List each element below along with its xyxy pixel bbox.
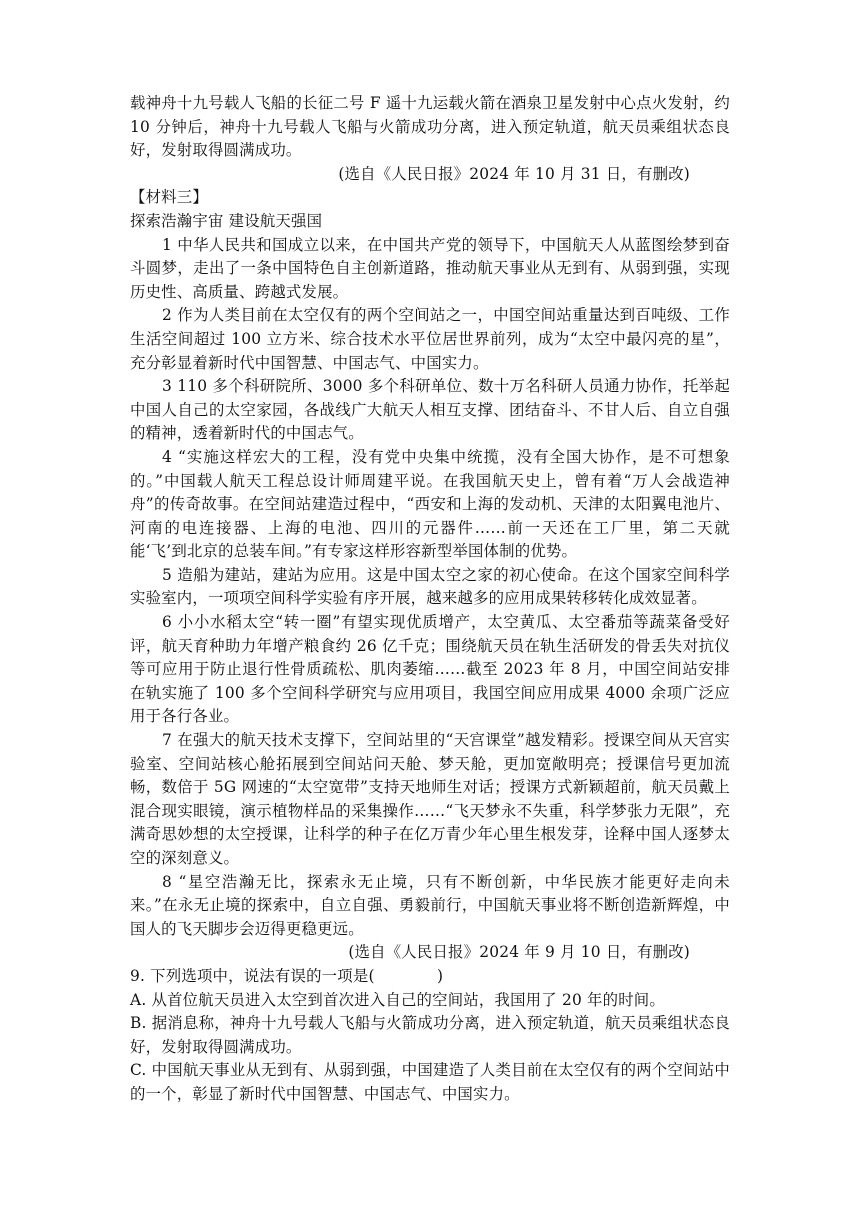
document-body [130, 92, 730, 1107]
source-citation-1: (选自《人民日报》2024 年 10 月 31 日，有删改) [338, 164, 690, 183]
option-a: A. 从首位航天员进入太空到首次进入自己的空间站，我国用了 20 年的时间。 [130, 990, 665, 1009]
intro-paragraph: 载神舟十九号载人飞船的长征二号 F 遥十九运载火箭在酒泉卫星发射中心点火发射，约 10 分钟后，神舟十九号载人飞船与火箭成功分离，进入预定轨道，航天员乘组状态良好，发射取得圆满成功。 [130, 94, 730, 160]
paragraph-3: 3 110 多个科研院所、3000 多个科研单位、数十万名科研人员通力协作，托举起中国人自己的太空家园，各战线广大航天人相互支撑、团结奋斗、不甘人后、自立自强的精神，透着新时代的中国志气。 [130, 377, 730, 443]
paragraph-4: 4 “实施这样宏大的工程，没有党中央集中统揽，没有全国大协作，是不可想象的。”中国载人航天工程总设计师周建平说。在我国航天史上，曾有着“万人会战造神舟”的传奇故事。在空间站建造过程中，“西安和上海的发动机、天津的太阳翼电池片、河南的电连接器、上海的电池、四川的元器件……前一天还在工厂里，第二天就能‘飞’到北京的总装车间。”有专家这样形容新型举国体制的优势。 [130, 447, 730, 561]
source-citation-2: (选自《人民日报》2024 年 9 月 10 日，有删改) [348, 943, 690, 962]
option-b: B. 据消息称，神舟十九号载人飞船与火箭成功分离，进入预定轨道，航天员乘组状态良好，发射取得圆满成功。 [130, 1014, 730, 1056]
material-label: 【材料三】 [130, 188, 208, 207]
paragraph-1: 1 中华人民共和国成立以来，在中国共产党的领导下，中国航天人从蓝图绘梦到奋斗圆梦，走出了一条中国特色自主创新道路，推动航天事业从无到有、从弱到强，实现历史性、高质量、跨越式发展。 [130, 235, 730, 301]
paragraph-7: 7 在强大的航天技术支撑下，空间站里的“天宫课堂”越发精彩。授课空间从天宫实验室、空间站核心舱拓展到空间站问天舱、梦天舱，更加宽敞明亮；授课信号更加流畅，数倍于 5G 网速的“太空宽带”支持天地师生对话；授课方式新颖超前，航天员戴上混合现实眼镜，演示植物样品的采集操作……“飞天梦永不失重，科学梦张力无限”，充满奇思妙想的太空授课，让科学的种子在亿万青少年心里生根发芽，诠释中国人逐梦太空的深刻意义。 [130, 731, 730, 867]
paragraph-5: 5 造船为建站，建站为应用。这是中国太空之家的初心使命。在这个国家空间科学实验室内，一项项空间科学实验有序开展，越来越多的应用成果转移转化成效显著。 [130, 565, 730, 608]
paragraph-8: 8 “星空浩瀚无比，探索永无止境，只有不断创新，中华民族才能更好走向未来。”在永无止境的探索中，自立自强、勇毅前行，中国航天事业将不断创造新辉煌，中国人的飞天脚步会迈得更稳更远。 [130, 872, 730, 938]
article-title: 探索浩瀚宇宙 建设航天强国 [130, 211, 323, 230]
option-c: C. 中国航天事业从无到有、从弱到强，中国建造了人类目前在太空仅有的两个空间站中的一个，彰显了新时代中国智慧、中国志气、中国实力。 [130, 1061, 730, 1103]
paragraph-6: 6 小小水稻太空“转一圈”有望实现优质增产，太空黄瓜、太空番茄等蔬菜备受好评，航天育种助力年增产粮食约 26 亿千克；围绕航天员在轨生活研发的骨丢失对抗仪等可应用于防止退行性骨质疏松、肌肉萎缩……截至 2023 年 8 月，中国空间站安排在轨实施了 100 多个空间科学研究与应用项目，我国空间应用成果 4000 余项广泛应用于各行各业。 [130, 613, 730, 726]
question-stem: 9. 下列选项中，说法有误的一项是( ) [130, 966, 444, 985]
paragraph-2: 2 作为人类目前在太空仅有的两个空间站之一，中国空间站重量达到百吨级、工作生活空间超过 100 立方米、综合技术水平位居世界前列，成为“太空中最闪亮的星”，充分彰显着新时代中国智慧、中国志气、中国实力。 [130, 306, 730, 372]
